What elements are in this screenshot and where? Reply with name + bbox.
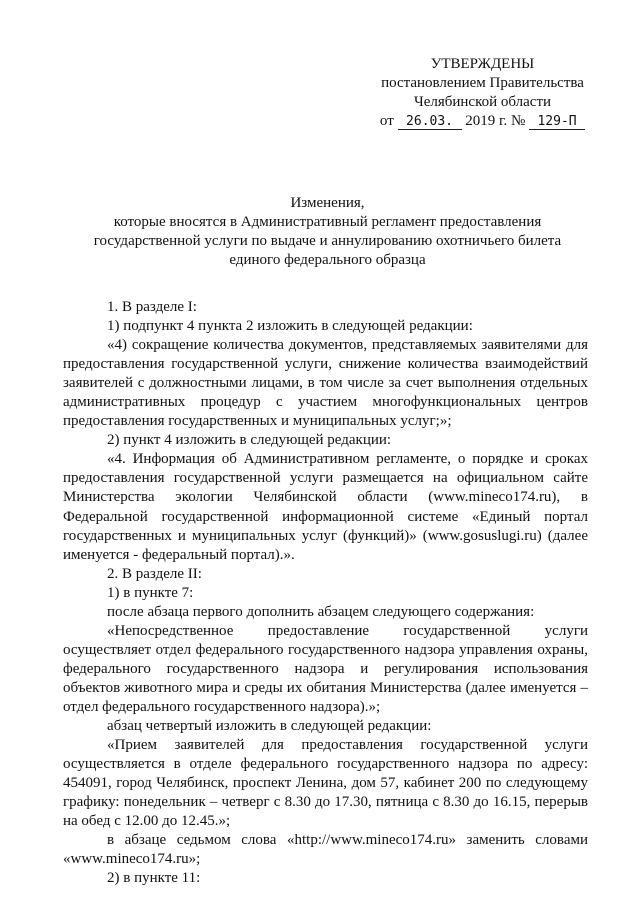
paragraph: «Непосредственное предоставление государственной услуги осуществляет отдел федерального государственного надзора управления охраны, федерального государственного надзора и регулирования использования объектов животного мира и среды их обитания Министерства (далее именуется – отдел федерального государственного надзора).»;	[63, 622, 588, 715]
approval-date-line	[360, 112, 605, 131]
paragraph: 1) в пункте 7:	[107, 584, 194, 601]
document-body	[63, 298, 588, 888]
approval-line-1: постановлением Правительства	[381, 75, 584, 91]
approval-from-prefix: от	[379, 113, 394, 129]
title-line-3: государственной услуги по выдаче и аннулированию охотничьего билета	[93, 233, 562, 249]
paragraph: «4) сокращение количества документов, представляемых заявителями для предоставления государственной услуги, снижение количества взаимодействий заявителей с должностными лицами, в том числе за счет выполнения отдельных административных процедур с участием многофункциональных центров предоставления государственных и муниципальных услуг;»;	[63, 337, 588, 430]
approval-date: 26.03.	[398, 114, 462, 130]
paragraph: 2) пункт 4 изложить в следующей редакции:	[107, 432, 392, 449]
document-title	[60, 194, 595, 270]
title-line-4: единого федерального образца	[229, 252, 426, 268]
approval-line-2: Челябинской области	[413, 94, 552, 110]
paragraph: абзац четвертый изложить в следующей редакции:	[107, 718, 432, 735]
title-line-2: которые вносятся в Административный регламент предоставления	[113, 214, 542, 230]
paragraph: после абзаца первого дополнить абзацем следующего содержания:	[107, 603, 535, 620]
paragraph: 1. В разделе I:	[107, 299, 197, 315]
approval-number: 129-П	[529, 114, 585, 130]
paragraph: 2) в пункте 11:	[107, 870, 201, 887]
paragraph: «Прием заявителей для предоставления государственной услуги осуществляется в отделе федерального государственного надзора по адресу: 454091, город Челябинск, проспект Ленина, дом 57, кабинет 200 по следующему графику: понедельник – четверг с 8.30 до 17.30, пятница с 8.30 до 16.15, перерыв на обед с 12.00 до 12.45.»;	[63, 737, 588, 830]
paragraph: 1) подпункт 4 пункта 2 изложить в следующей редакции:	[107, 318, 473, 335]
paragraph: «4. Информация об Административном регламенте, о порядке и сроках предоставления государственной услуги размещается на официальном сайте Министерства экологии Челябинской области (www.mineco174.ru), в Федеральной государственной информационной системе «Единый портал государственных и муниципальных услуг (функций)» (www.gosuslugi.ru) (далее именуется - федеральный портал).».	[63, 451, 588, 563]
paragraph: 2. В разделе II:	[107, 565, 202, 582]
approval-heading: УТВЕРЖДЕНЫ	[430, 56, 535, 72]
paragraph: в абзаце седьмом слова «http://www.mineco174.ru» заменить словами «www.mineco174.ru»;	[63, 832, 588, 868]
title-line-1: Изменения,	[290, 195, 365, 211]
approval-year: 2019 г. №	[465, 113, 526, 129]
approval-stamp	[360, 55, 605, 131]
